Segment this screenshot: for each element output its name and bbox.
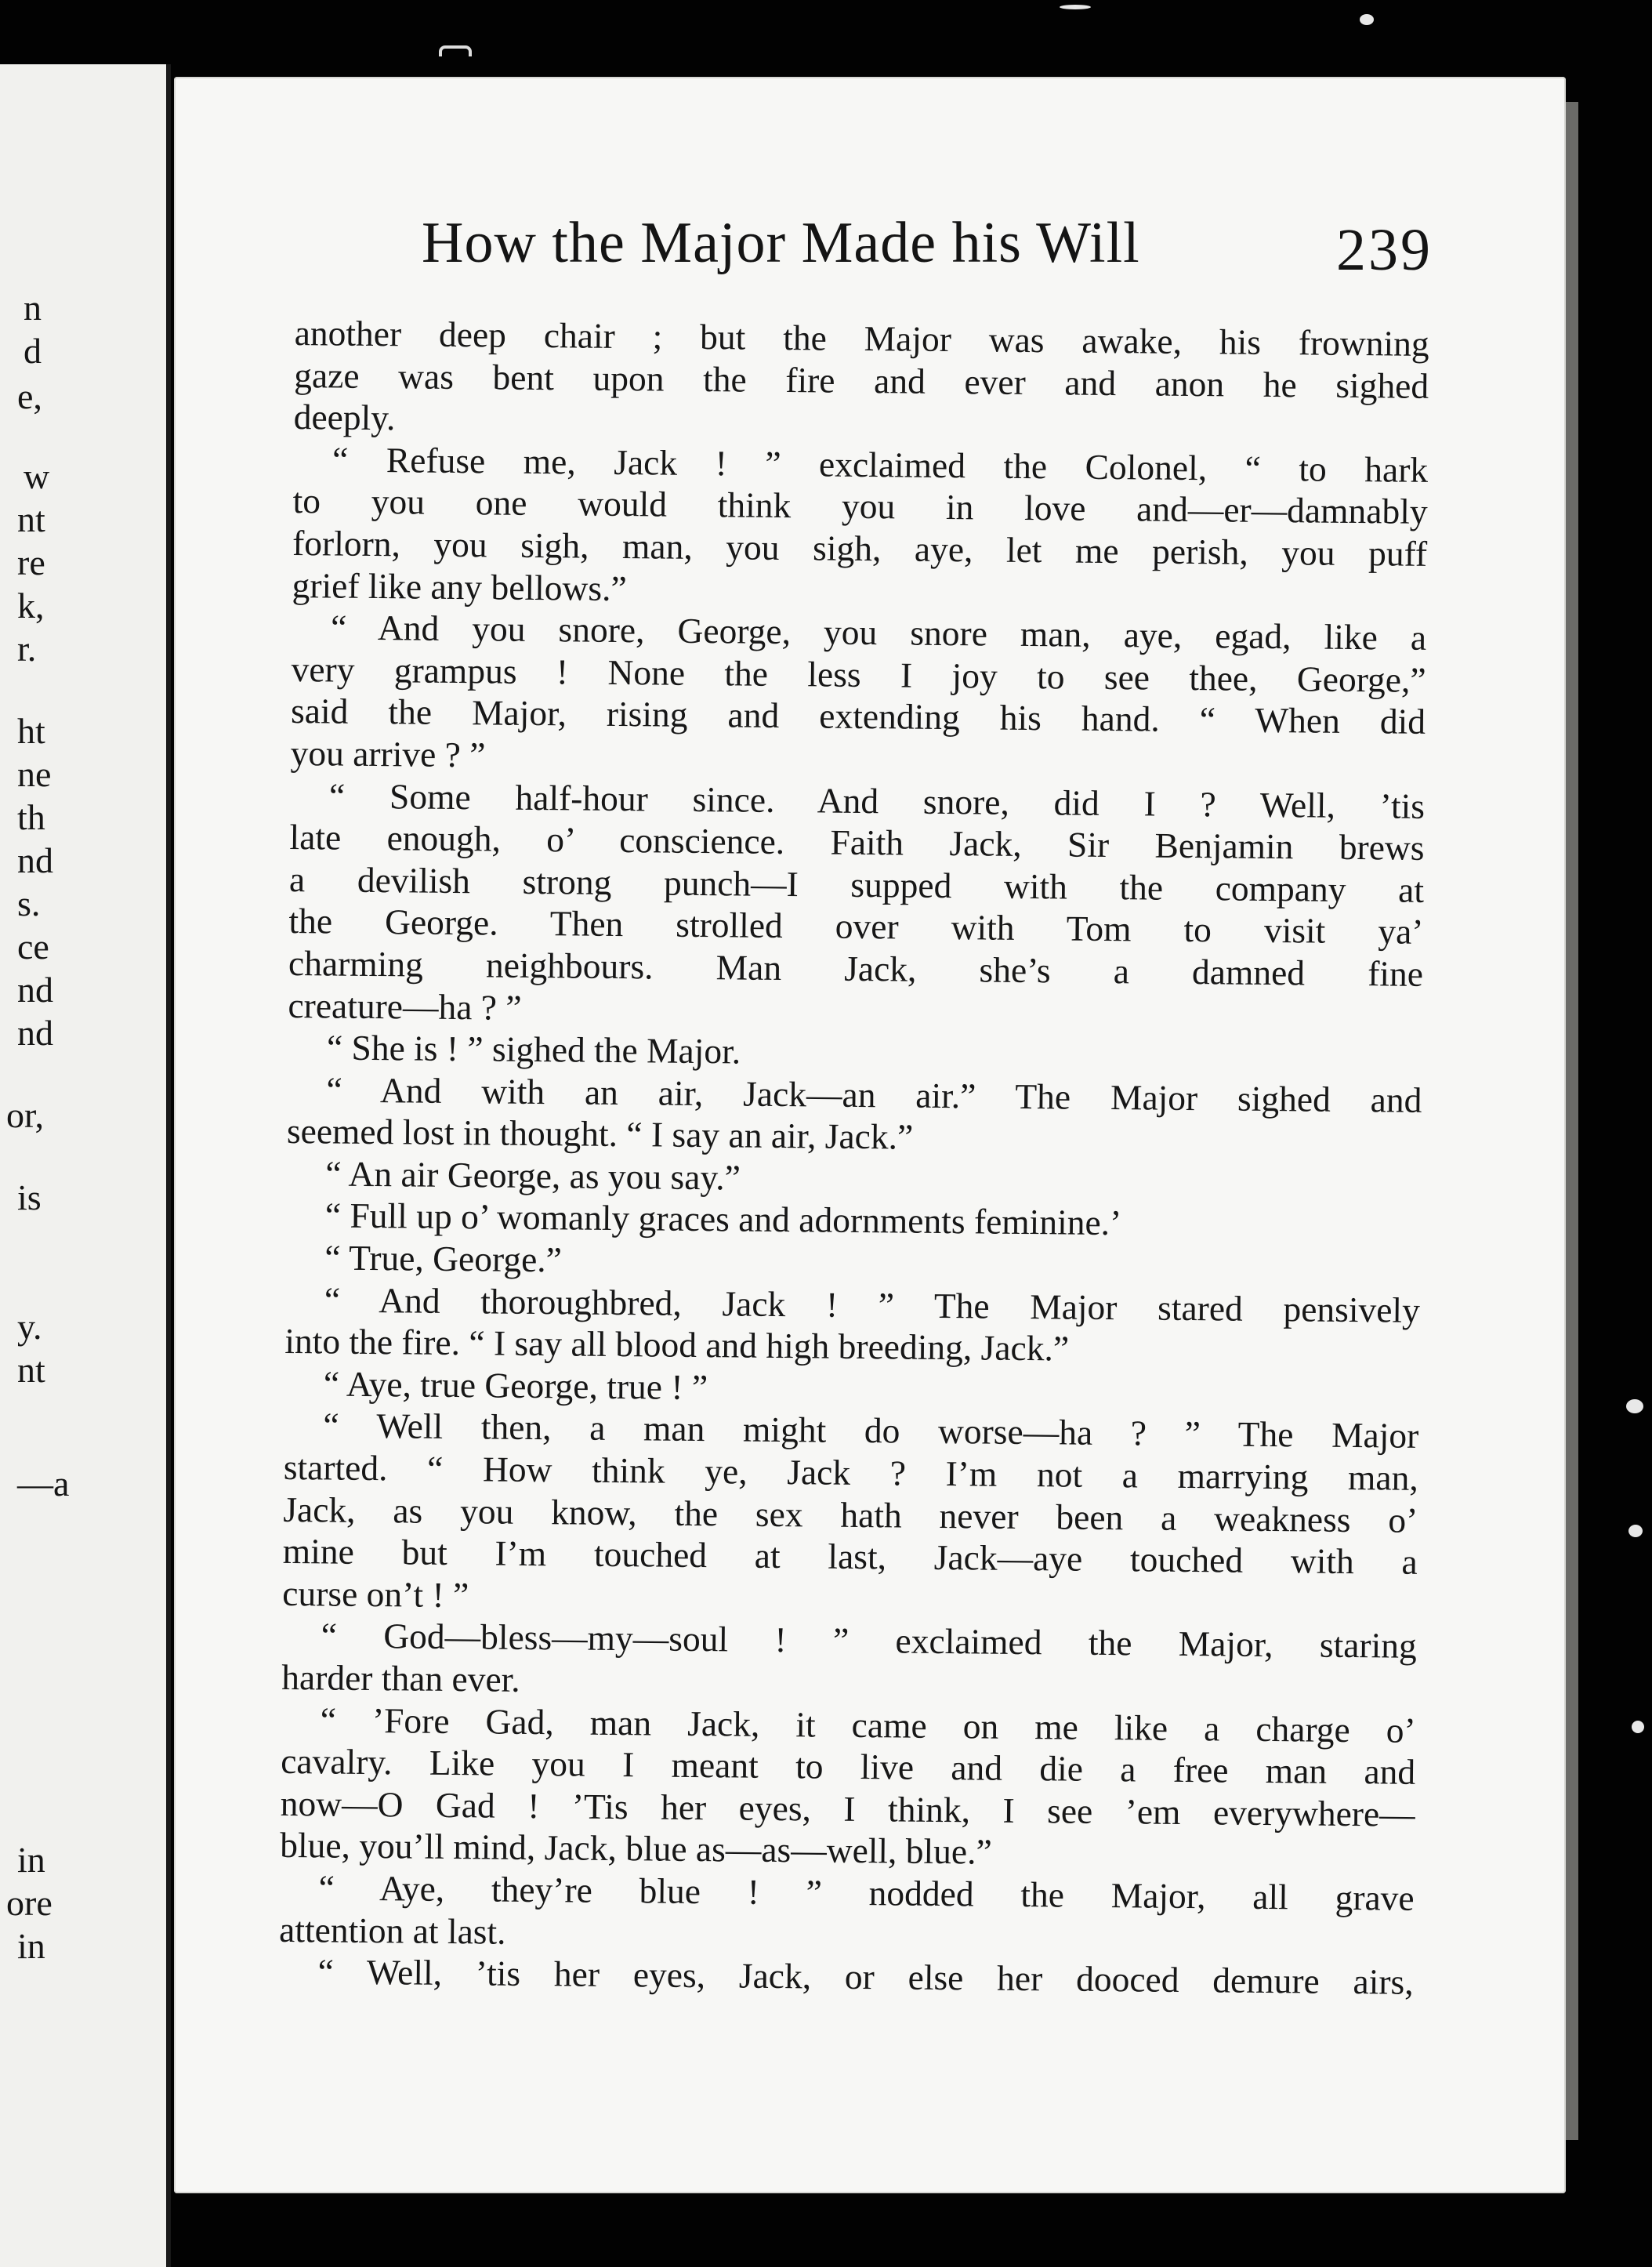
facing-page-fragment: or, (6, 1095, 44, 1135)
text-line: another deep chair ; but the Major was awake, his frowning (294, 312, 1429, 364)
text-line: “ Well, ’tis her eyes, Jack, or else her dooced demure airs, (317, 1951, 1414, 2002)
text-line: curse on’t ! ” (282, 1572, 469, 1616)
text-line: charming neighbours. Man Jack, she’s a damned fine (288, 942, 1424, 994)
text-line: “ And you snore, George, you snore man, aye, egad, like a (330, 607, 1427, 658)
text-line: “ True, George.” (324, 1237, 563, 1280)
text-line: seemed lost in thought. “ I say an air, Jack.” (286, 1111, 914, 1157)
text-line: “ Some half-hour since. And snore, did I ? Well, ’tis (328, 774, 1426, 826)
text-line: harder than ever. (281, 1656, 520, 1699)
body-text (278, 312, 1429, 2004)
text-line: “ Full up o’ womanly graces and adornments feminine.’ (324, 1195, 1122, 1243)
text-line: a devilish strong punch—I supped with the company at (288, 858, 1425, 910)
scan-speck (1632, 1721, 1644, 1733)
text-line: started. “ How think ye, Jack ? I’m not a marrying man, (283, 1446, 1419, 1498)
text-line: into the fire. “ I say all blood and high breeding, Jack.” (284, 1321, 1070, 1369)
text-line: “ An air George, as you say.” (325, 1153, 741, 1198)
facing-page-fragment: nd (17, 970, 53, 1010)
text-line: late enough, o’ conscience. Faith Jack, Sir Benjamin brews (289, 817, 1425, 868)
facing-page-fragment: re (17, 542, 45, 582)
scan-speck (1060, 5, 1091, 9)
text-line: Jack, as you know, the sex hath never been a weakness o’ (283, 1489, 1418, 1540)
text-line: mine but I’m touched at last, Jack—aye touched with a (282, 1531, 1418, 1583)
facing-page-fragment: ne (17, 754, 52, 794)
text-line: the George. Then strolled over with Tom to visit ya’ (288, 901, 1424, 952)
text-line: now—O Gad ! ’Tis her eyes, I think, I see ’em everywhere— (280, 1783, 1415, 1834)
text-line: attention at last. (278, 1909, 506, 1952)
running-title: How the Major Made his Will (422, 211, 1140, 275)
text-line: forlorn, you sigh, man, you sigh, aye, let me perish, you puff (292, 522, 1428, 574)
facing-page-fragment: th (17, 797, 45, 837)
facing-page-fragment: ore (6, 1883, 53, 1923)
facing-page-fragment: nd (17, 1013, 53, 1053)
facing-page-fragment: nt (17, 499, 45, 539)
text-line: “ Refuse me, Jack ! ” exclaimed the Colonel, “ to hark (331, 439, 1429, 490)
scan-speck (439, 45, 472, 56)
scan-speck (1628, 1525, 1643, 1537)
facing-page-fragment: in (17, 1926, 45, 1966)
facing-page-fragment: r. (17, 629, 37, 669)
page-header (249, 210, 1433, 296)
facing-page-fragment: d (24, 331, 42, 371)
text-line: “ Well then, a man might do worse—ha ? ” The Major (323, 1405, 1419, 1456)
text-line: cavalry. Like you I meant to live and die a free man and (281, 1741, 1416, 1793)
text-line: “ ’Fore Gad, man Jack, it came on me like a charge o’ (320, 1699, 1416, 1750)
text-line: “ Aye, they’re blue ! ” nodded the Major, all grave (318, 1867, 1415, 1918)
text-line: “ God—bless—my—soul ! ” exclaimed the Major, staring (321, 1615, 1417, 1667)
text-line: to you one would think you in love and—er—damnably (292, 481, 1428, 532)
facing-page-fragment: n (24, 288, 42, 328)
scan-speck (1360, 14, 1374, 25)
text-line: “ And thoroughbred, Jack ! ” The Major stared pensively (324, 1279, 1421, 1330)
text-line: grief like any bellows.” (292, 564, 627, 608)
scan-speck (1626, 1399, 1643, 1413)
facing-page-fragment: e, (17, 376, 42, 416)
facing-page-fragment: is (17, 1177, 42, 1217)
facing-page-fragment: s. (17, 883, 41, 923)
page-edge (1566, 102, 1578, 2140)
facing-page-fragment: k, (17, 586, 45, 626)
text-line: said the Major, rising and extending his hand. “ When did (290, 691, 1426, 742)
text-line: blue, you’ll mind, Jack, blue as—as—well, blue.” (279, 1825, 992, 1873)
facing-page-fragment: w (24, 456, 50, 496)
text-line: “ She is ! ” sighed the Major. (326, 1027, 741, 1072)
facing-page-fragment: —a (17, 1464, 70, 1503)
text-line: very grampus ! None the less I joy to see thee, George,” (291, 648, 1426, 700)
facing-page-fragment: nt (17, 1350, 45, 1390)
facing-page-fragment: nd (17, 840, 53, 880)
text-line: “ And with an air, Jack—an air.” The Major sighed and (326, 1069, 1422, 1120)
page-number: 239 (1336, 217, 1433, 283)
text-line: gaze was bent upon the fire and ever and anon he sighed (293, 354, 1429, 406)
text-line: creature—ha ? ” (288, 985, 522, 1028)
text-line: deeply. (293, 397, 396, 438)
text-line: you arrive ? ” (290, 732, 486, 775)
facing-page (0, 64, 171, 2267)
facing-page-fragment: in (17, 1840, 45, 1880)
text-line: “ Aye, true George, true ! ” (323, 1363, 708, 1407)
facing-page-fragment: ht (17, 711, 45, 751)
facing-page-fragment: ce (17, 927, 49, 967)
facing-page-fragment: y. (17, 1307, 42, 1347)
